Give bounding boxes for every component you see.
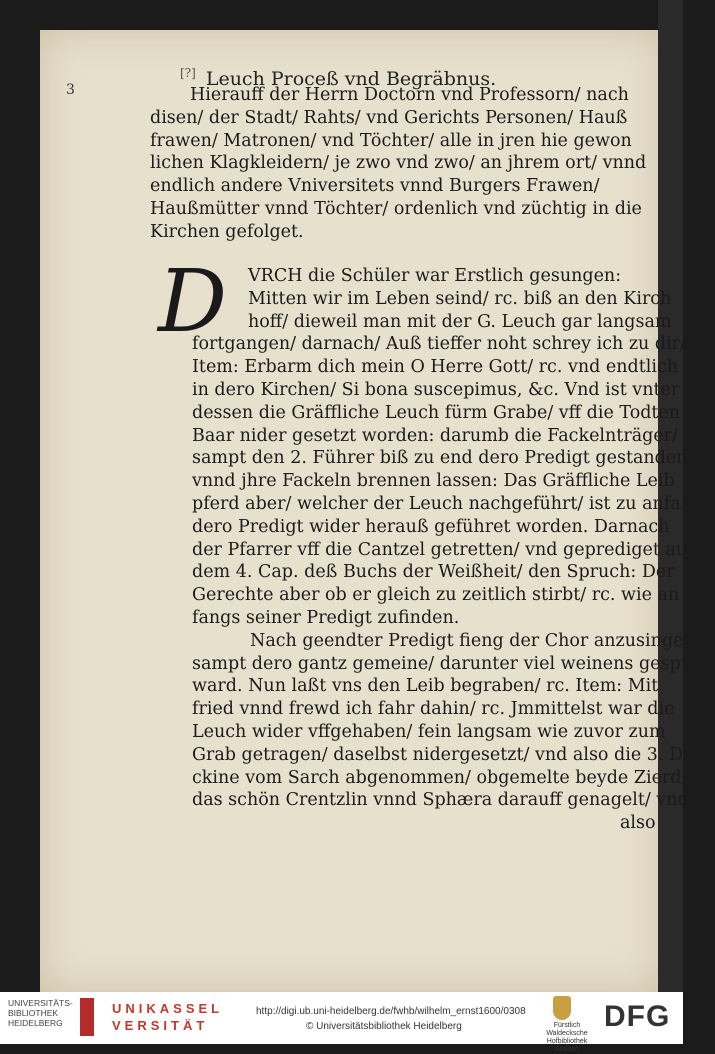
- text-line: fortgangen/ darnach/ Auß tieffer noht schrey ich zu dir/ rc.: [192, 334, 715, 355]
- text-line: fried vnnd frewd ich fahr dahin/ rc. Jmmittelst war die: [192, 699, 675, 720]
- text-line: in dero Kirchen/ Si bona suscepimus, &c. Vnd ist vnter: [192, 379, 680, 400]
- text-line: VRCH die Schüler war Erstlich gesungen:: [248, 266, 622, 286]
- unikassel-logo[interactable]: [112, 1000, 223, 1034]
- text-line: dessen die Gräffliche Leuch fürm Grabe/ vff die Todten: [192, 402, 681, 423]
- catchword: also: [620, 813, 656, 834]
- viewer-footer: [0, 992, 683, 1053]
- text-line: pferd aber/ welcher der Leuch nachgeführt/ ist zu anfang: [192, 493, 704, 514]
- text-line: Kirchen gefolget.: [150, 221, 304, 242]
- text-line: vnnd jhre Fackeln brennen lassen: Das Gräffliche Leib: [192, 471, 675, 492]
- text-line: Leuch wider vffgehaben/ fein langsam wie zuvor zum: [192, 721, 666, 742]
- paragraph-1: [150, 84, 662, 244]
- text-line: Nach geendter Predigt fieng der Chor anzusingen/: [250, 630, 701, 651]
- unikassel-line1: UNIKASSEL: [112, 1001, 224, 1016]
- text-line: das schön Crentzlin vnnd Sphæra darauff genagelt/ vnd: [192, 790, 689, 811]
- page-marker: [?]: [180, 66, 196, 80]
- text-line: der Pfarrer vff die Cantzel getretten/ vnd geprediget auß: [192, 539, 699, 560]
- text-line: fangs seiner Predigt zufinden.: [192, 607, 460, 628]
- dfg-logo[interactable]: DFG: [604, 1000, 671, 1033]
- margin-mark: 3: [66, 82, 75, 98]
- text-line: Item: Erbarm dich mein O Herre Gott/ rc. vnd endtlich: [192, 357, 679, 378]
- uh-library-logo[interactable]: UNIVERSITÄTS-BIBLIOTHEK HEIDELBERG: [8, 998, 73, 1028]
- text-line: endlich andere Vniversitets vnnd Burgers Frawen/: [150, 176, 600, 197]
- text-line: disen/ der Stadt/ Rahts/ vnd Gerichts Personen/ Hauß: [150, 107, 628, 128]
- paragraph-2: [150, 265, 715, 835]
- text-line: lichen Klagkleidern/ je zwo vnd zwo/ an jhrem ort/ vnnd: [150, 153, 647, 174]
- text-line: ward. Nun laßt vns den Leib begraben/ rc. Item: Mit: [192, 676, 659, 697]
- text-line: dero Predigt wider herauß geführet worden. Darnach: [192, 516, 670, 537]
- copyright-text: © Universitätsbibliothek Heidelberg: [306, 1021, 462, 1032]
- text-line: sampt den 2. Führer biß zu end dero Predigt gestanden/: [192, 448, 694, 469]
- text-line: sampt dero gantz gemeine/ darunter viel weinens gespürt: [192, 653, 708, 674]
- text-line: Hierauff der Herrn Doctorn vnd Professorn/ nach: [190, 85, 629, 105]
- text-line: Haußmütter vnnd Töchter/ ordenlich vnd züchtig in die: [150, 198, 642, 219]
- text-line: Gerechte aber ob er gleich zu zeitlich stirbt/ rc. wie an: [192, 585, 680, 606]
- running-header: Leuch Proceß vnd Begräbnus.: [205, 68, 497, 90]
- text-line: Grab getragen/ daselbst nidergesetzt/ vnd also die 3. De: [192, 744, 694, 765]
- text-line: ckine vom Sarch abgenommen/ obgemelte beyde Zierd/: [192, 767, 688, 788]
- crest-icon: [553, 996, 571, 1020]
- text-line: dem 4. Cap. deß Buchs der Weißheit/ den Spruch: Der: [192, 562, 675, 583]
- permalink[interactable]: http://digi.ub.uni-heidelberg.de/fwhb/wilhelm_ernst1600/0308: [256, 1006, 526, 1017]
- text-line: Baar nider gesetzt worden: darumb die Fackelnträger/: [192, 425, 678, 446]
- uh-logo-icon: [80, 998, 94, 1036]
- text-line: frawen/ Matronen/ vnd Töchter/ alle in jren hie gewon: [150, 130, 632, 151]
- hofbibliothek-logo[interactable]: Fürstlich Waldecksche Hofbibliothek Arolsen: [546, 1022, 588, 1053]
- drop-cap: D: [158, 252, 227, 352]
- text-line: Mitten wir im Leben seind/ rc. biß an den Kirch: [248, 288, 672, 309]
- unikassel-line2: VERSITÄT: [112, 1018, 209, 1033]
- text-line: hoff/ dieweil man mit der G. Leuch gar langsam: [248, 311, 672, 332]
